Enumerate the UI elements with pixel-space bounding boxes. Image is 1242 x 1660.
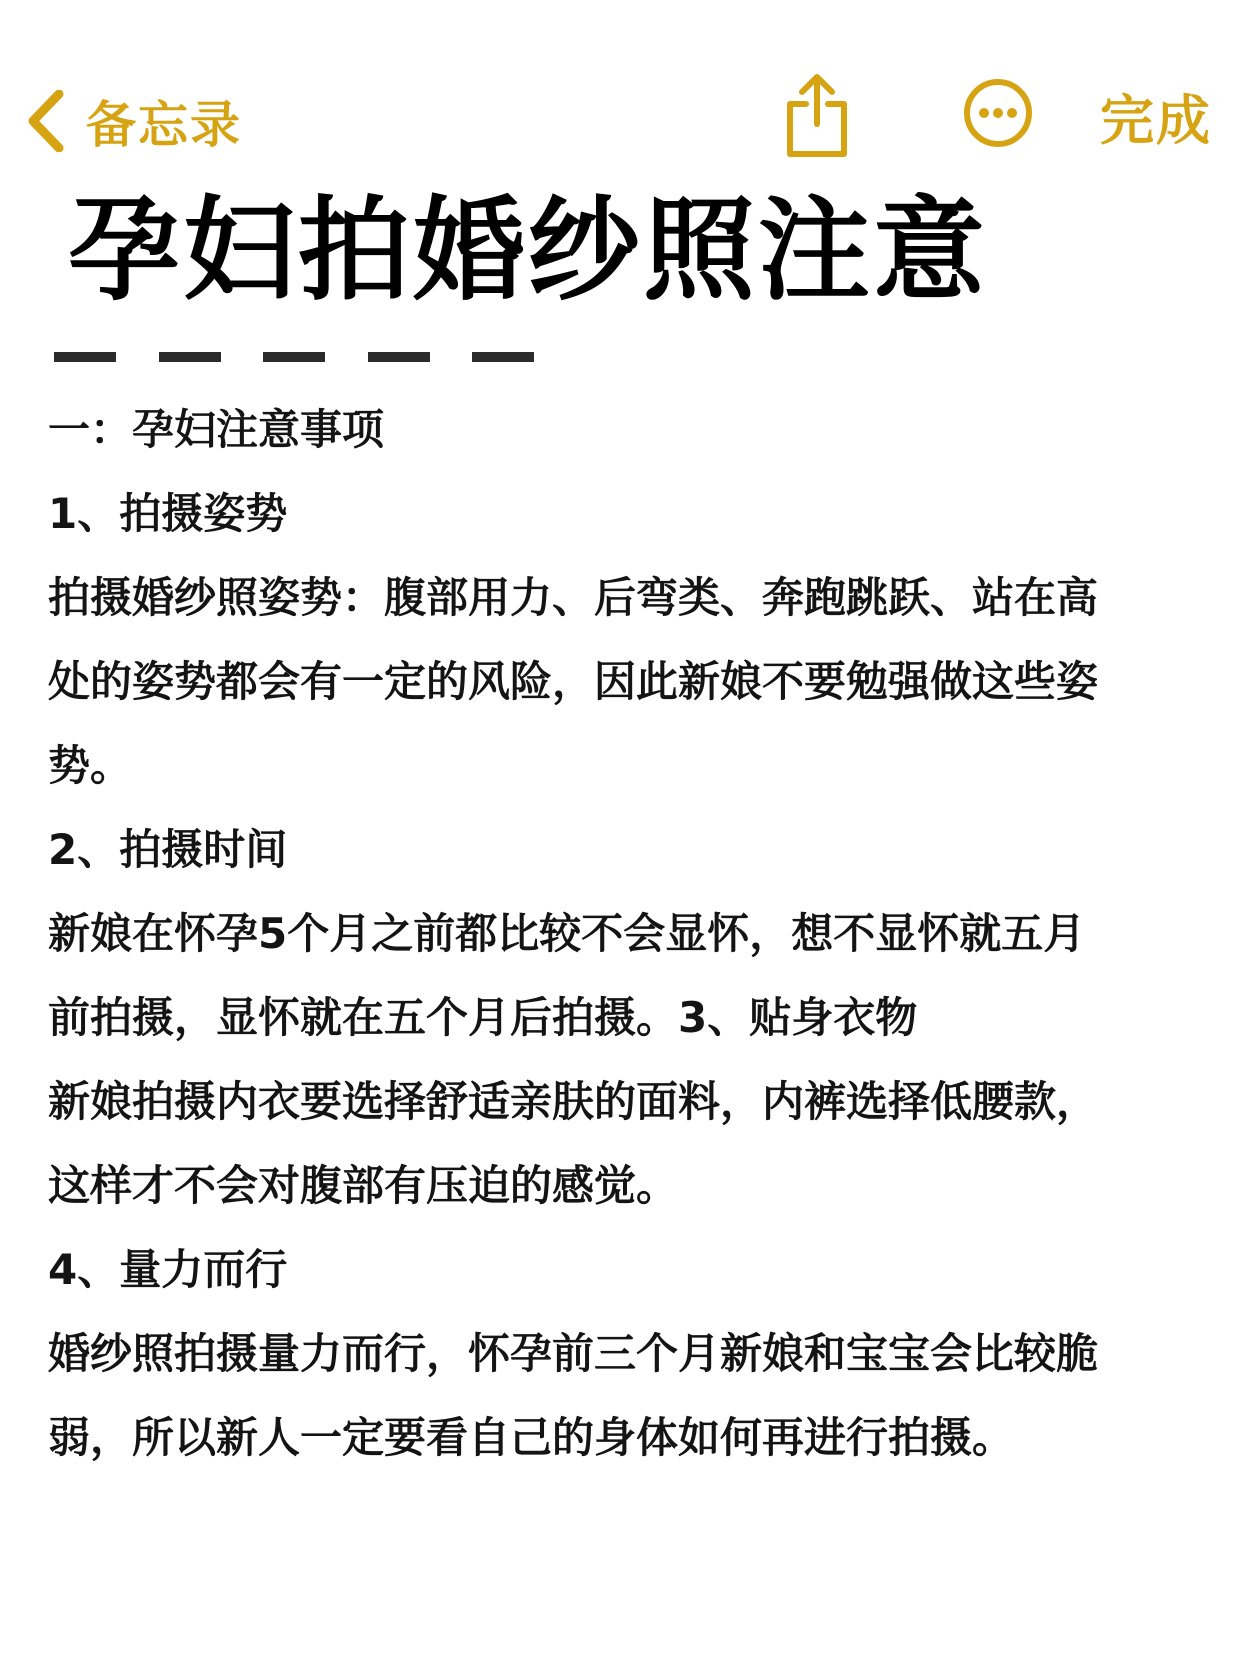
section-heading: 一：孕妇注意事项 — [48, 405, 385, 454]
body-line: 弱，所以新人一定要看自己的身体如何再进行拍摄。 — [48, 1413, 1015, 1462]
divider-dash — [54, 352, 116, 362]
item-heading: 4、量力而行 — [48, 1245, 288, 1294]
divider-dash — [263, 352, 325, 362]
note-title[interactable]: 孕妇拍婚纱照注意 — [68, 186, 988, 316]
more-button[interactable] — [962, 77, 1034, 149]
body-line: 新娘在怀孕5个月之前都比较不会显怀，想不显怀就五月 — [48, 909, 1086, 958]
done-button[interactable]: 完成 — [1100, 89, 1212, 152]
back-button[interactable] — [26, 76, 242, 166]
dashed-divider — [54, 352, 534, 362]
chevron-left-icon — [26, 90, 66, 152]
item-heading: 1、拍摄姿势 — [48, 489, 288, 538]
divider-dash — [472, 352, 534, 362]
body-line: 前拍摄，显怀就在五个月后拍摄。3、贴身衣物 — [48, 993, 918, 1042]
body-line: 婚纱照拍摄量力而行，怀孕前三个月新娘和宝宝会比较脆 — [48, 1329, 1099, 1378]
share-icon — [782, 145, 852, 164]
notes-nav-bar — [0, 70, 1242, 180]
body-line: 新娘拍摄内衣要选择舒适亲肤的面料，内裤选择低腰款， — [48, 1077, 1099, 1126]
divider-dash — [159, 352, 221, 362]
body-line: 势。 — [48, 741, 133, 790]
body-line: 拍摄婚纱照姿势：腹部用力、后弯类、奔跑跳跃、站在高 — [48, 573, 1099, 622]
body-line: 这样才不会对腹部有压迫的感觉。 — [48, 1161, 679, 1210]
divider-dash — [368, 352, 430, 362]
note-body[interactable] — [48, 388, 1208, 1480]
item-heading: 2、拍摄时间 — [48, 825, 288, 874]
back-label: 备忘录 — [86, 96, 242, 154]
more-icon — [962, 134, 1034, 153]
body-line: 处的姿势都会有一定的风险，因此新娘不要勉强做这些姿 — [48, 657, 1099, 706]
share-button[interactable] — [782, 70, 852, 160]
